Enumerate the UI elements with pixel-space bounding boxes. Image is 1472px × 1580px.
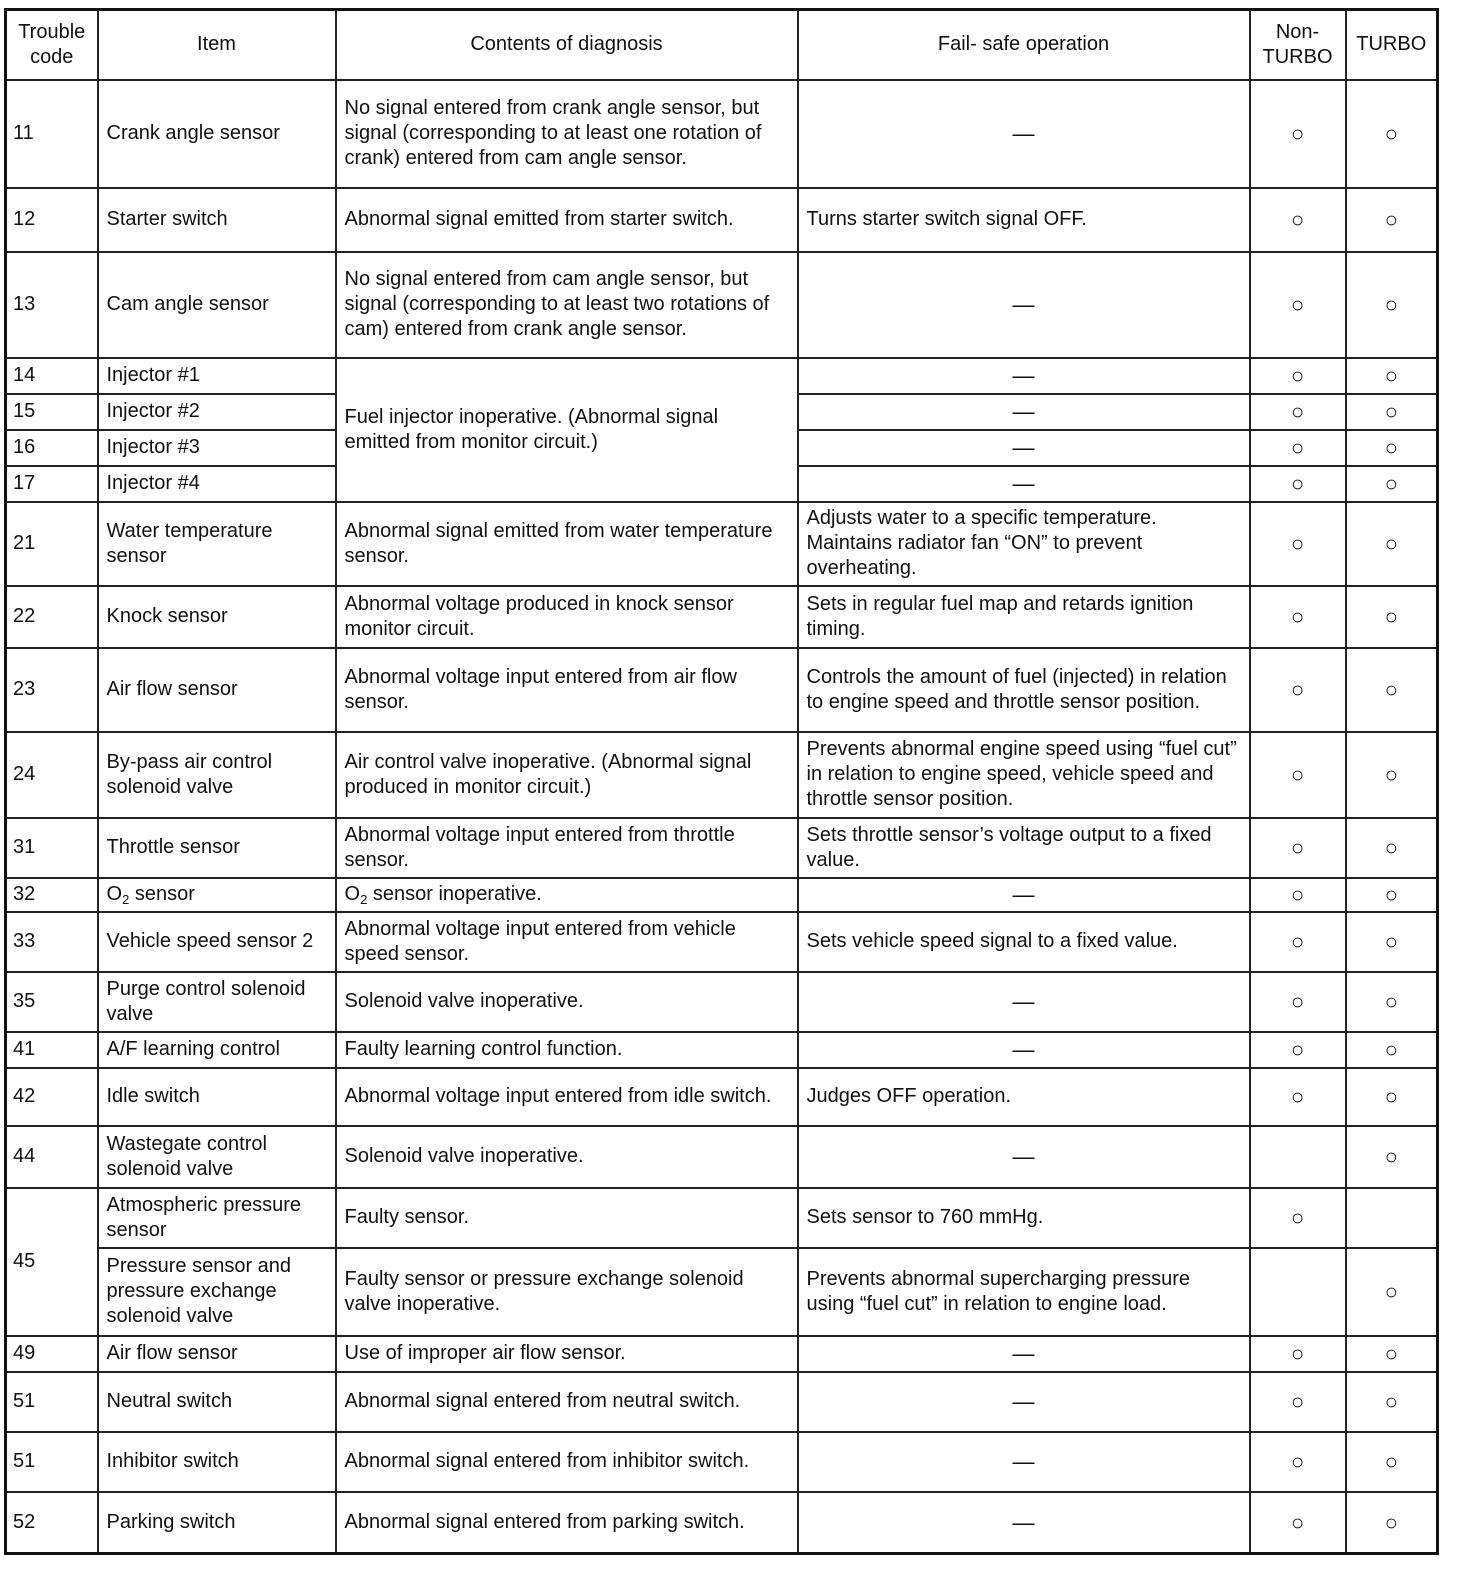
turbo-mark: ○ bbox=[1346, 188, 1438, 252]
diagnosis: Abnormal voltage input entered from air flow sensor. bbox=[336, 648, 798, 732]
diagnosis: No signal entered from cam angle sensor, but signal (corresponding to at least two rotations of cam) entered from crank angle sensor. bbox=[336, 252, 798, 358]
non-turbo-mark: ○ bbox=[1250, 1032, 1346, 1068]
turbo-mark: ○ bbox=[1346, 1068, 1438, 1126]
diagnosis: Use of improper air flow sensor. bbox=[336, 1336, 798, 1372]
trouble-code: 21 bbox=[6, 502, 98, 586]
item: Knock sensor bbox=[98, 586, 336, 648]
header-failsafe: Fail- safe operation bbox=[798, 10, 1250, 80]
failsafe: — bbox=[798, 1432, 1250, 1492]
non-turbo-mark: ○ bbox=[1250, 1372, 1346, 1432]
trouble-code: 16 bbox=[6, 430, 98, 466]
turbo-mark: ○ bbox=[1346, 466, 1438, 502]
non-turbo-mark: ○ bbox=[1250, 1432, 1346, 1492]
item-o2-prefix: O bbox=[106, 883, 123, 905]
item: Injector #3 bbox=[98, 430, 336, 466]
failsafe: Turns starter switch signal OFF. bbox=[798, 188, 1250, 252]
diagnosis: Air control valve inoperative. (Abnormal signal produced in monitor circuit.) bbox=[336, 732, 798, 818]
non-turbo-mark: ○ bbox=[1250, 648, 1346, 732]
non-turbo-mark: ○ bbox=[1250, 466, 1346, 502]
trouble-code: 45 bbox=[6, 1188, 98, 1336]
table-row bbox=[6, 818, 1438, 878]
failsafe: — bbox=[798, 1372, 1250, 1432]
item: By-pass air control solenoid valve bbox=[98, 732, 336, 818]
table-row bbox=[6, 1336, 1438, 1372]
turbo-mark: ○ bbox=[1346, 878, 1438, 912]
non-turbo-mark: ○ bbox=[1250, 586, 1346, 648]
table-row bbox=[6, 188, 1438, 252]
item: Purge control solenoid valve bbox=[98, 972, 336, 1032]
failsafe: Adjusts water to a specific temperature. Maintains radiator fan “ON” to prevent overheating. bbox=[798, 502, 1250, 586]
trouble-code: 11 bbox=[6, 80, 98, 188]
trouble-code: 22 bbox=[6, 586, 98, 648]
failsafe: Controls the amount of fuel (injected) in relation to engine speed and throttle sensor position. bbox=[798, 648, 1250, 732]
non-turbo-mark: ○ bbox=[1250, 394, 1346, 430]
table-row bbox=[6, 1126, 1438, 1188]
table-row bbox=[6, 1032, 1438, 1068]
diagnosis: Abnormal voltage input entered from throttle sensor. bbox=[336, 818, 798, 878]
table-row bbox=[6, 1372, 1438, 1432]
diagnosis bbox=[336, 878, 798, 912]
item: Air flow sensor bbox=[98, 648, 336, 732]
table-row bbox=[6, 358, 1438, 394]
item: Air flow sensor bbox=[98, 1336, 336, 1372]
failsafe: — bbox=[798, 1126, 1250, 1188]
trouble-code: 49 bbox=[6, 1336, 98, 1372]
diagnosis: Faulty sensor or pressure exchange solenoid valve inoperative. bbox=[336, 1248, 798, 1336]
header-diagnosis: Contents of diagnosis bbox=[336, 10, 798, 80]
item-o2-subscript: 2 bbox=[122, 892, 130, 907]
turbo-mark: ○ bbox=[1346, 1336, 1438, 1372]
item: Injector #2 bbox=[98, 394, 336, 430]
failsafe: — bbox=[798, 1032, 1250, 1068]
trouble-code: 44 bbox=[6, 1126, 98, 1188]
header-trouble-code: Trouble code bbox=[6, 10, 98, 80]
failsafe: Sets in regular fuel map and retards ignition timing. bbox=[798, 586, 1250, 648]
turbo-mark: ○ bbox=[1346, 1248, 1438, 1336]
table-row bbox=[6, 1188, 1438, 1248]
failsafe: — bbox=[798, 466, 1250, 502]
diag-o2-prefix: O bbox=[344, 883, 361, 905]
turbo-mark: ○ bbox=[1346, 912, 1438, 972]
table-row bbox=[6, 1248, 1438, 1336]
turbo-mark: ○ bbox=[1346, 80, 1438, 188]
non-turbo-mark: ○ bbox=[1250, 430, 1346, 466]
trouble-code: 51 bbox=[6, 1372, 98, 1432]
non-turbo-mark: ○ bbox=[1250, 1188, 1346, 1248]
item: Wastegate control solenoid valve bbox=[98, 1126, 336, 1188]
trouble-code: 51 bbox=[6, 1432, 98, 1492]
diag-o2-suffix: sensor inoperative. bbox=[367, 883, 542, 905]
turbo-mark: ○ bbox=[1346, 430, 1438, 466]
failsafe: — bbox=[798, 252, 1250, 358]
diag-o2-subscript: 2 bbox=[360, 892, 368, 907]
diagnosis: Faulty learning control function. bbox=[336, 1032, 798, 1068]
turbo-mark: ○ bbox=[1346, 1432, 1438, 1492]
item: A/F learning control bbox=[98, 1032, 336, 1068]
failsafe: — bbox=[798, 1336, 1250, 1372]
table-row bbox=[6, 648, 1438, 732]
failsafe: — bbox=[798, 394, 1250, 430]
diagnosis: Abnormal voltage input entered from vehicle speed sensor. bbox=[336, 912, 798, 972]
non-turbo-mark: ○ bbox=[1250, 188, 1346, 252]
header-turbo: TURBO bbox=[1346, 10, 1438, 80]
trouble-code: 17 bbox=[6, 466, 98, 502]
turbo-mark: ○ bbox=[1346, 1032, 1438, 1068]
failsafe: Sets vehicle speed signal to a fixed value. bbox=[798, 912, 1250, 972]
header-non-turbo: Non-TURBO bbox=[1250, 10, 1346, 80]
failsafe: — bbox=[798, 80, 1250, 188]
item: Injector #1 bbox=[98, 358, 336, 394]
table-row bbox=[6, 1068, 1438, 1126]
table-row bbox=[6, 1492, 1438, 1554]
non-turbo-mark: ○ bbox=[1250, 358, 1346, 394]
table-row bbox=[6, 586, 1438, 648]
turbo-mark: ○ bbox=[1346, 358, 1438, 394]
non-turbo-mark: ○ bbox=[1250, 878, 1346, 912]
diagnosis: Abnormal signal emitted from starter switch. bbox=[336, 188, 798, 252]
non-turbo-mark bbox=[1250, 1248, 1346, 1336]
non-turbo-mark: ○ bbox=[1250, 1068, 1346, 1126]
non-turbo-mark: ○ bbox=[1250, 1336, 1346, 1372]
trouble-code: 52 bbox=[6, 1492, 98, 1554]
failsafe: Judges OFF operation. bbox=[798, 1068, 1250, 1126]
trouble-code: 14 bbox=[6, 358, 98, 394]
item-o2-suffix: sensor bbox=[129, 883, 195, 905]
item: Cam angle sensor bbox=[98, 252, 336, 358]
item: Inhibitor switch bbox=[98, 1432, 336, 1492]
turbo-mark bbox=[1346, 1188, 1438, 1248]
turbo-mark: ○ bbox=[1346, 1372, 1438, 1432]
failsafe: Sets throttle sensor’s voltage output to a fixed value. bbox=[798, 818, 1250, 878]
trouble-code: 31 bbox=[6, 818, 98, 878]
diagnosis: Abnormal signal entered from neutral switch. bbox=[336, 1372, 798, 1432]
trouble-code: 12 bbox=[6, 188, 98, 252]
turbo-mark: ○ bbox=[1346, 1492, 1438, 1554]
non-turbo-mark bbox=[1250, 1126, 1346, 1188]
header-row bbox=[6, 10, 1438, 80]
diagnosis: Abnormal signal emitted from water temperature sensor. bbox=[336, 502, 798, 586]
item: Atmospheric pressure sensor bbox=[98, 1188, 336, 1248]
item: Idle switch bbox=[98, 1068, 336, 1126]
table-row bbox=[6, 80, 1438, 188]
item: Crank angle sensor bbox=[98, 80, 336, 188]
trouble-code: 13 bbox=[6, 252, 98, 358]
failsafe: — bbox=[798, 972, 1250, 1032]
diagnosis: Fuel injector inoperative. (Abnormal signal emitted from monitor circuit.) bbox=[336, 358, 798, 502]
diagnosis: Abnormal voltage input entered from idle switch. bbox=[336, 1068, 798, 1126]
turbo-mark: ○ bbox=[1346, 972, 1438, 1032]
non-turbo-mark: ○ bbox=[1250, 818, 1346, 878]
item: Pressure sensor and pressure exchange solenoid valve bbox=[98, 1248, 336, 1336]
trouble-code: 35 bbox=[6, 972, 98, 1032]
turbo-mark: ○ bbox=[1346, 502, 1438, 586]
failsafe: — bbox=[798, 1492, 1250, 1554]
turbo-mark: ○ bbox=[1346, 394, 1438, 430]
trouble-code: 15 bbox=[6, 394, 98, 430]
item: Water temperature sensor bbox=[98, 502, 336, 586]
diagnosis: Solenoid valve inoperative. bbox=[336, 1126, 798, 1188]
failsafe: Prevents abnormal engine speed using “fuel cut” in relation to engine speed, vehicle speed and throttle sensor position. bbox=[798, 732, 1250, 818]
non-turbo-mark: ○ bbox=[1250, 972, 1346, 1032]
diagnosis: Abnormal signal entered from parking switch. bbox=[336, 1492, 798, 1554]
table-row bbox=[6, 732, 1438, 818]
diagnosis: Faulty sensor. bbox=[336, 1188, 798, 1248]
table-row bbox=[6, 502, 1438, 586]
item: Parking switch bbox=[98, 1492, 336, 1554]
item: Starter switch bbox=[98, 188, 336, 252]
failsafe: — bbox=[798, 878, 1250, 912]
trouble-code: 41 bbox=[6, 1032, 98, 1068]
non-turbo-mark: ○ bbox=[1250, 1492, 1346, 1554]
turbo-mark: ○ bbox=[1346, 252, 1438, 358]
turbo-mark: ○ bbox=[1346, 586, 1438, 648]
item: Vehicle speed sensor 2 bbox=[98, 912, 336, 972]
turbo-mark: ○ bbox=[1346, 1126, 1438, 1188]
non-turbo-mark: ○ bbox=[1250, 732, 1346, 818]
non-turbo-mark: ○ bbox=[1250, 252, 1346, 358]
diagnosis: Solenoid valve inoperative. bbox=[336, 972, 798, 1032]
trouble-code: 23 bbox=[6, 648, 98, 732]
turbo-mark: ○ bbox=[1346, 648, 1438, 732]
item bbox=[98, 878, 336, 912]
table-row bbox=[6, 1432, 1438, 1492]
diagnosis: Abnormal voltage produced in knock sensor monitor circuit. bbox=[336, 586, 798, 648]
header-item: Item bbox=[98, 10, 336, 80]
table-row bbox=[6, 912, 1438, 972]
diagnosis: No signal entered from crank angle sensor, but signal (corresponding to at least one rotation of crank) entered from cam angle sensor. bbox=[336, 80, 798, 188]
failsafe: — bbox=[798, 358, 1250, 394]
non-turbo-mark: ○ bbox=[1250, 80, 1346, 188]
turbo-mark: ○ bbox=[1346, 732, 1438, 818]
item: Injector #4 bbox=[98, 466, 336, 502]
table-row bbox=[6, 878, 1438, 912]
table-row bbox=[6, 252, 1438, 358]
non-turbo-mark: ○ bbox=[1250, 502, 1346, 586]
item: Throttle sensor bbox=[98, 818, 336, 878]
trouble-code: 32 bbox=[6, 878, 98, 912]
failsafe: Sets sensor to 760 mmHg. bbox=[798, 1188, 1250, 1248]
trouble-code-table bbox=[4, 8, 1439, 1555]
non-turbo-mark: ○ bbox=[1250, 912, 1346, 972]
turbo-mark: ○ bbox=[1346, 818, 1438, 878]
failsafe: — bbox=[798, 430, 1250, 466]
trouble-code: 24 bbox=[6, 732, 98, 818]
item: Neutral switch bbox=[98, 1372, 336, 1432]
trouble-code: 42 bbox=[6, 1068, 98, 1126]
trouble-code: 33 bbox=[6, 912, 98, 972]
table-row bbox=[6, 972, 1438, 1032]
failsafe: Prevents abnormal supercharging pressure using “fuel cut” in relation to engine load. bbox=[798, 1248, 1250, 1336]
diagnosis: Abnormal signal entered from inhibitor switch. bbox=[336, 1432, 798, 1492]
